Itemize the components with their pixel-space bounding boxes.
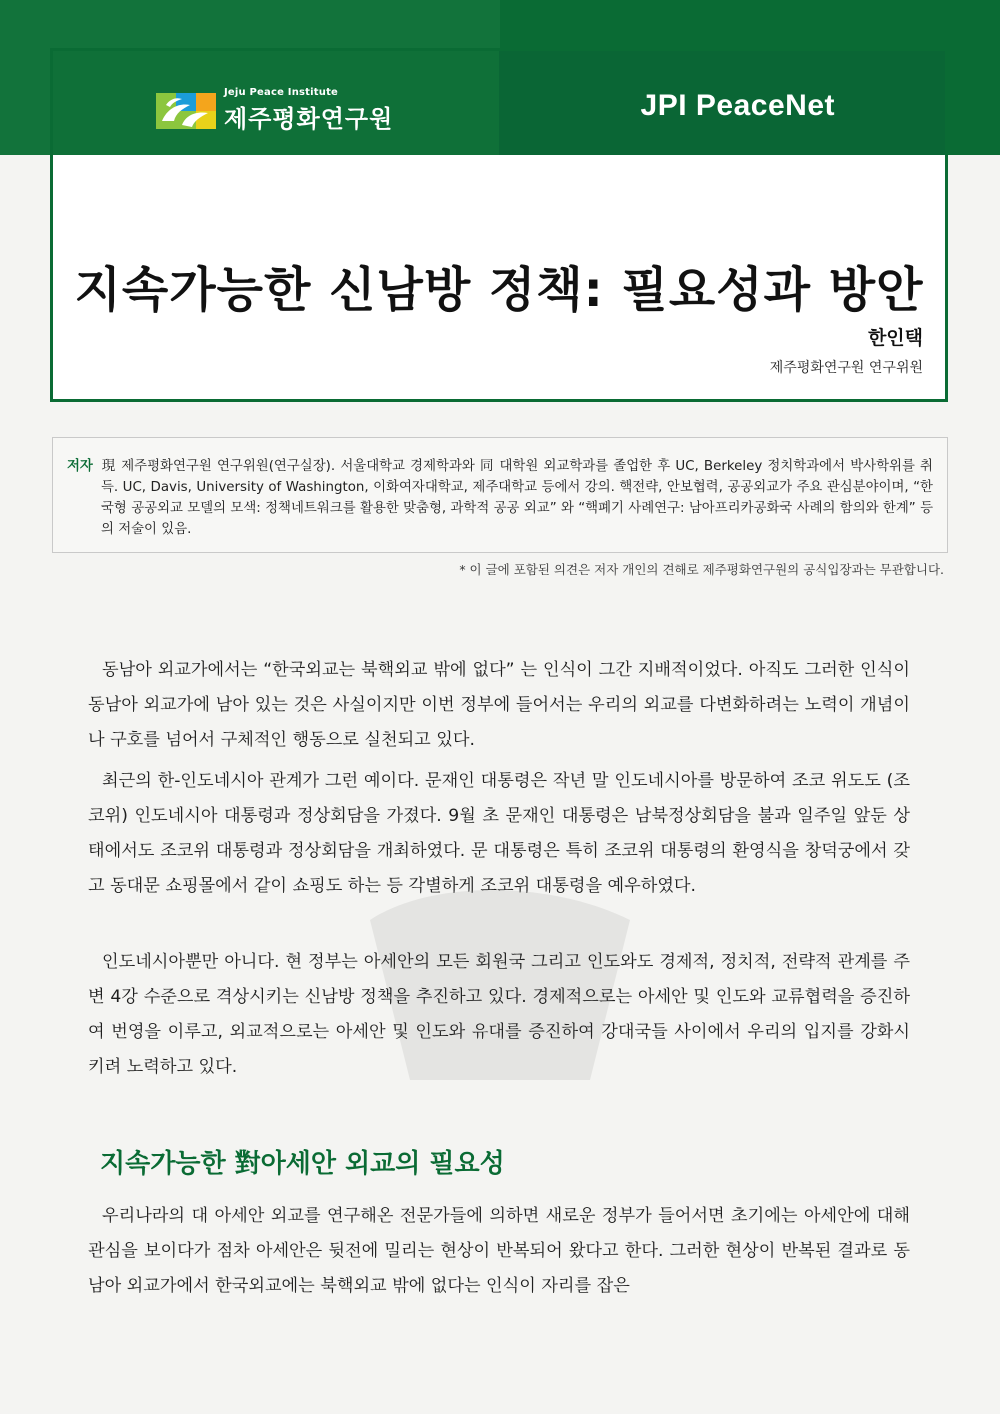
disclaimer: * 이 글에 포함된 의견은 저자 개인의 견해로 제주평화연구원의 공식입장과는 무관합니다. (459, 562, 944, 577)
paragraph-text: 최근의 한-인도네시아 관계가 그런 예이다. 문재인 대통령은 작년 말 인도네시아를 방문하여 조코 위도도 (조코위) 인도네시아 대통령과 정상회담을 가졌다. 9월 초 문재인 대통령은 남북정상회담을 불과 일주일 앞둔 상태에서도 조코위 대통령과 정상회담을 개최하였다. 문 대통령은 특히 조코위 대통령의 환영식을 창덕궁에서 갖고 동대문 쇼핑몰에서 같이 쇼핑도 하는 등 각별하게 조코위 대통령을 예우하였다. (88, 771, 910, 896)
institute-logo (156, 87, 393, 134)
author-bio-box (52, 437, 948, 553)
paragraph-2 (88, 764, 910, 916)
author-affiliation: 제주평화연구원 연구위원 (769, 360, 923, 376)
logo-english: Jeju Peace Institute (224, 87, 339, 98)
section-heading: 지속가능한 對아세안 외교의 필요성 (100, 1149, 505, 1179)
paragraph-1 (88, 653, 910, 770)
paragraph-4 (88, 1199, 910, 1316)
peacenet-brand: JPI PeaceNet (640, 89, 835, 122)
paragraph-text: 동남아 외교가에서는 “한국외교는 북핵외교 밖에 없다” 는 인식이 그간 지배적이었다. 아직도 그러한 인식이 동남아 외교가에 남아 있는 것은 사실이지만 이번 정부에 들어서는 우리의 외교를 다변화하려는 노력이 개념이나 구호를 넘어서 구체적인 행동으로 실천되고 있다. (88, 660, 910, 750)
header-left (53, 51, 499, 155)
header-right (499, 51, 945, 155)
paragraph-3 (88, 945, 910, 1097)
jpi-logo-icon (156, 91, 218, 131)
title-frame (50, 48, 948, 402)
bio-text: 現 제주평화연구원 연구위원(연구실장). 서울대학교 경제학과와 同 대학원 외교학과를 졸업한 후 UC, Berkeley 정치학과에서 박사학위를 취득. UC, Davis, University of Washington, 이화여자대학교, 제주대학교 등에서 강의. 핵전략, 안보협력, 공공외교가 주요 관심분야이며, “한국형 공공외교 모델의 모색: 정책네트워크를 활용한 맞춤형, 과학적 공공 외교” 와 “핵폐기 사례연구: 남아프리카공화국 사례의 함의와 한계” 등의 저술이 있음. (100, 459, 933, 537)
logo-korean: 제주평화연구원 (224, 105, 394, 133)
article-title: 지속가능한 신남방 정책: 필요성과 방안 (74, 262, 924, 318)
author-bio (67, 456, 933, 540)
bio-label: 저자 (67, 459, 93, 474)
paragraph-text: 인도네시아뿐만 아니다. 현 정부는 아세안의 모든 회원국 그리고 인도와도 경제적, 정치적, 전략적 관계를 주변 4강 수준으로 격상시키는 신남방 정책을 추진하고 있다. 경제적으로는 아세안 및 인도와 교류협력을 증진하여 번영을 이루고, 외교적으로는 아세안 및 인도와 유대를 증진하여 강대국들 사이에서 우리의 입지를 강화시키려 노력하고 있다. (88, 952, 910, 1077)
paragraph-text: 우리나라의 대 아세안 외교를 연구해온 전문가들에 의하면 새로운 정부가 들어서면 초기에는 아세안에 대해 관심을 보이다가 점차 아세안은 뒷전에 밀리는 현상이 반복되어 왔다고 한다. 그러한 현상이 반복된 결과로 동남아 외교가에서 한국외교에는 북핵외교 밖에 없다는 인식이 자리를 잡은 (88, 1206, 910, 1296)
frame-header (53, 51, 945, 155)
author-name: 한인택 (867, 327, 923, 349)
